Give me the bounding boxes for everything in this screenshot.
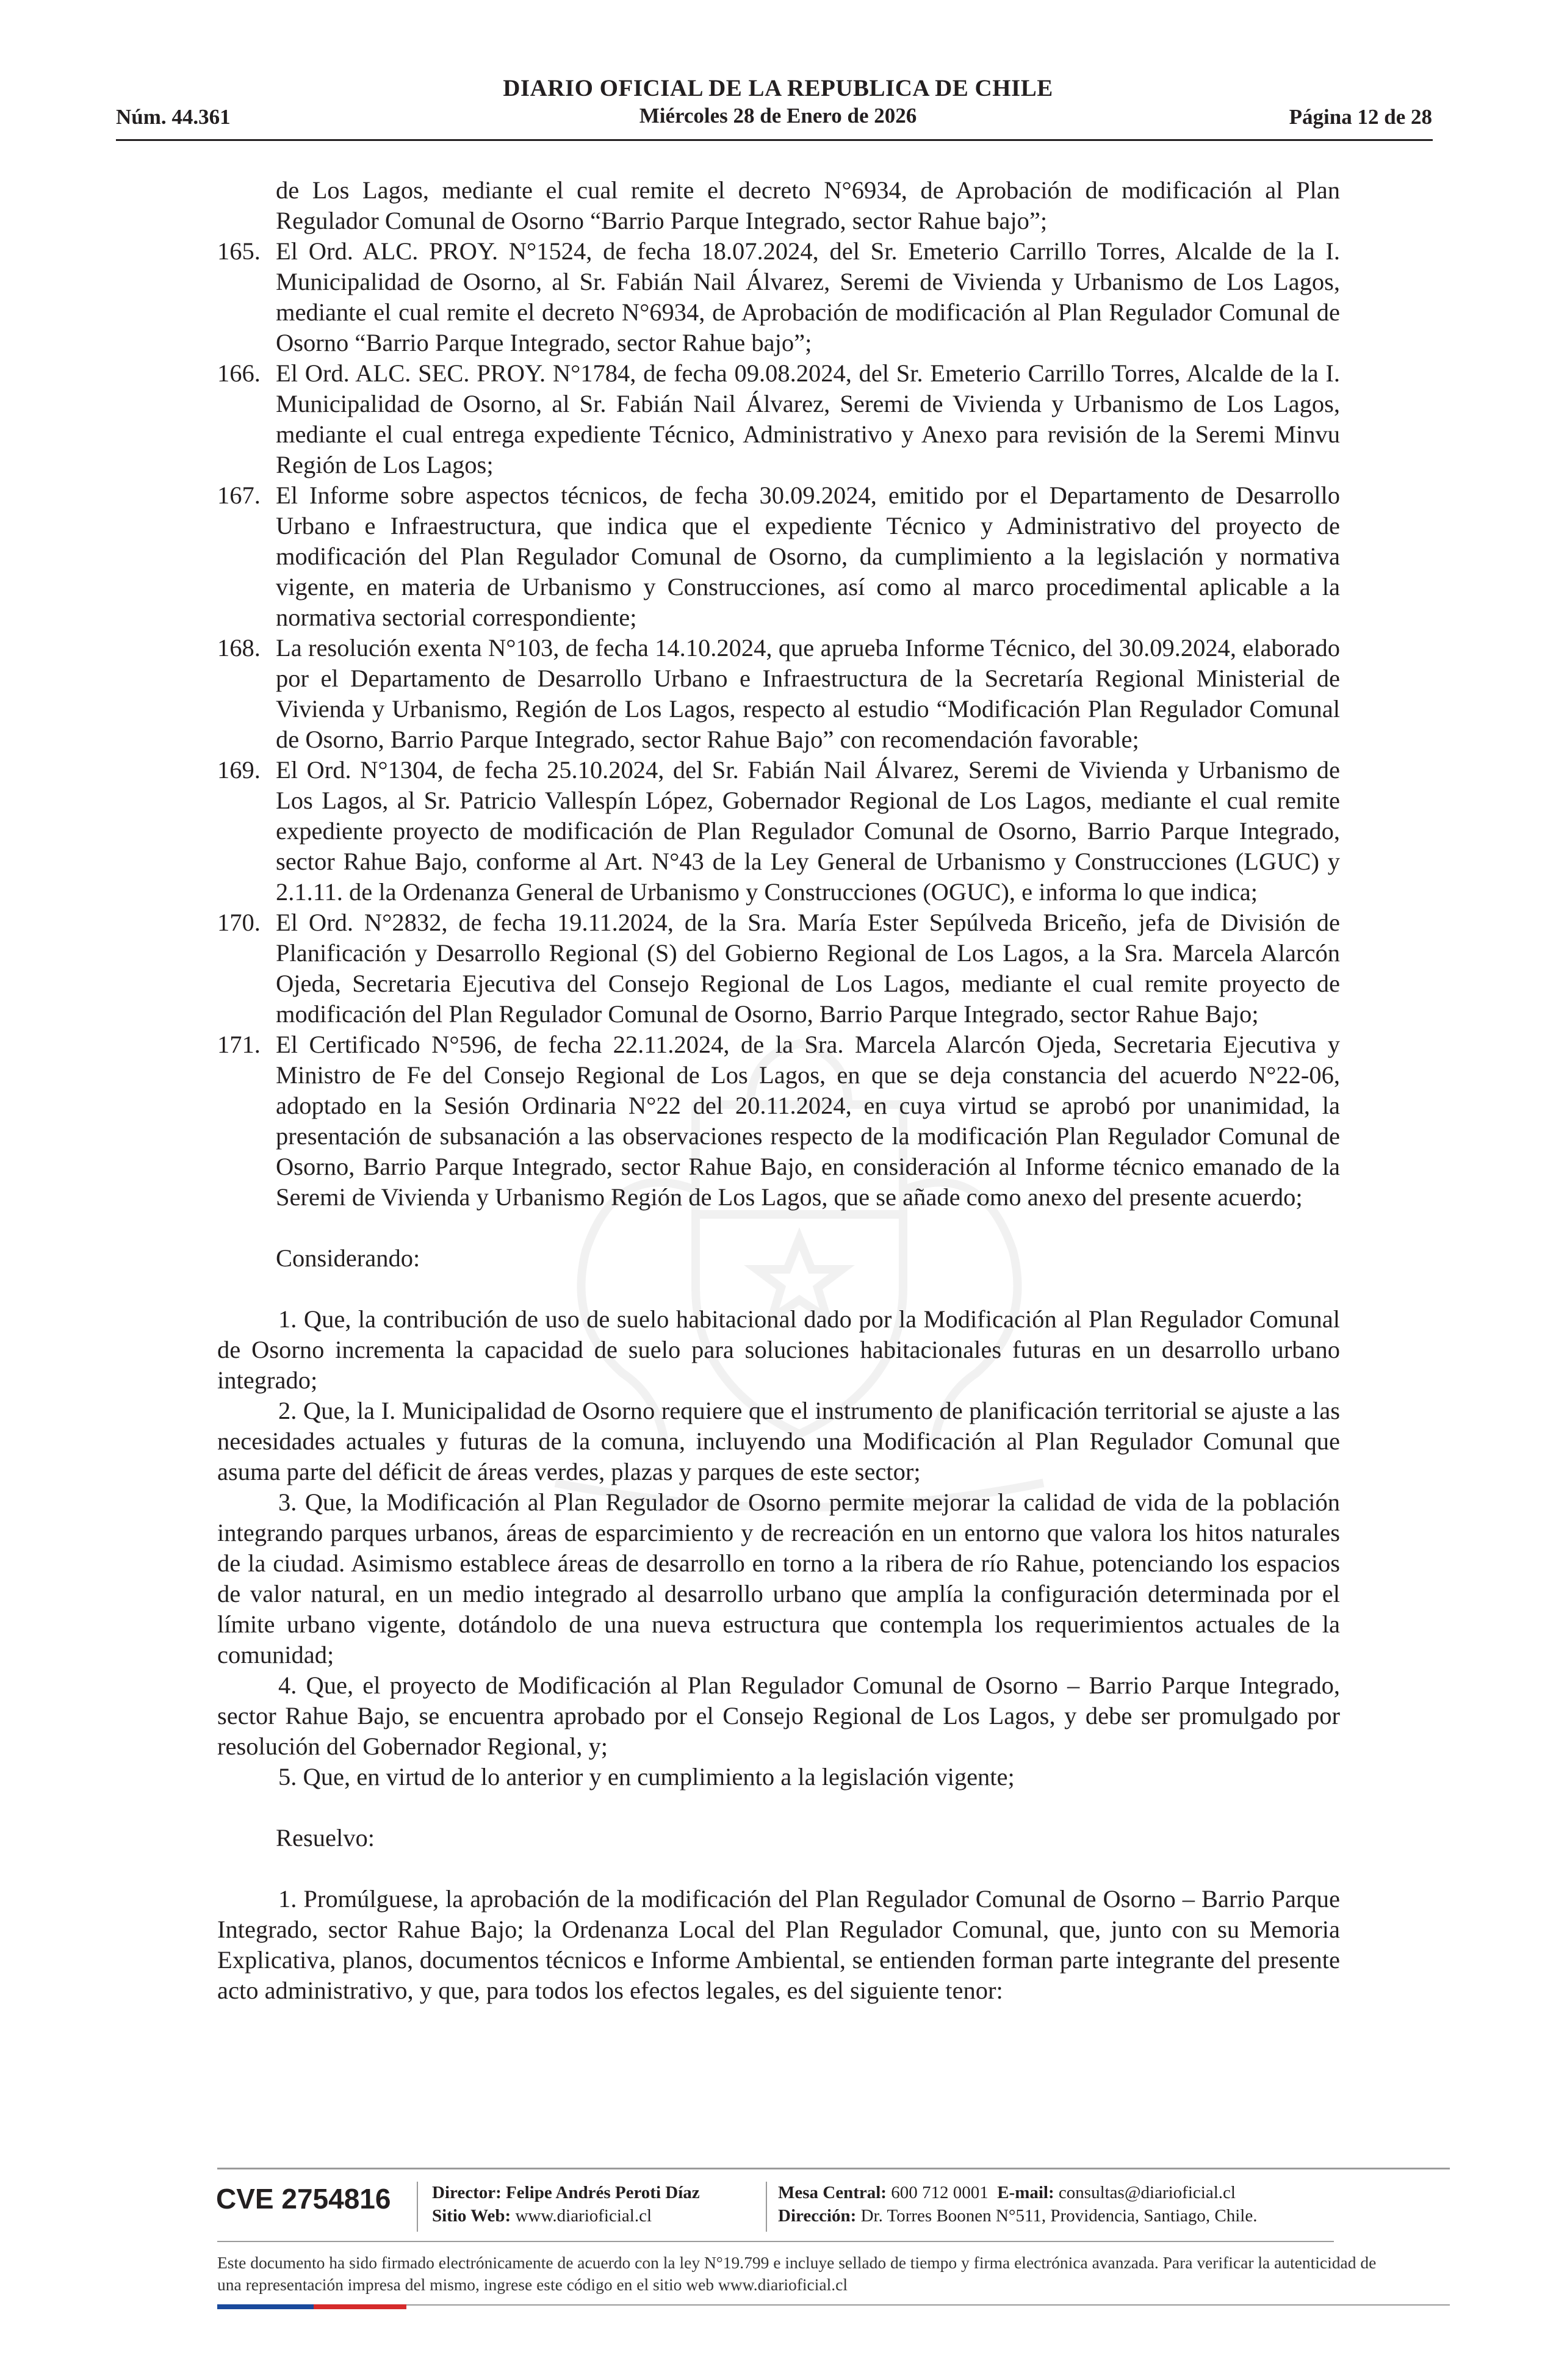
director-name: Felipe Andrés Peroti Díaz [506,2183,700,2202]
list-item [217,633,1340,755]
list-item [217,358,1340,480]
flag-stripe-red [314,2304,406,2309]
issue-date: Miércoles 28 de Enero de 2026 [639,104,917,128]
newspaper-title: DIARIO OFICIAL DE LA REPUBLICA DE CHILE [503,75,1053,101]
footer-director-block [432,2181,700,2227]
item-number: 165. [217,237,261,265]
item-text: El Ord. ALC. PROY. N°1524, de fecha 18.07.2024, del Sr. Emeterio Carrillo Torres, Alcalde de la I. Municipalidad de Osorno, al Sr. Fabián Nail Álvarez, Seremi de Vivienda y Urbanismo de Los Lagos, mediante el cual remite el decreto N°6934, de Aprobación de modificación al Plan Regulador Comunal de Osorno “Barrio Parque Integrado, sector Rahue bajo”; [276,237,1340,356]
flag-stripe-blue [217,2304,314,2309]
director-label: Director: [432,2183,502,2202]
considerando-paragraph: 4. Que, el proyecto de Modificación al Plan Regulador Comunal de Osorno – Barrio Parque Integrado, sector Rahue Bajo, se encuentra aprobado por el Consejo Regional de Los Lagos, y debe ser promulgado por resolución del Gobernador Regional, y; [217,1671,1340,1760]
website-label: Sitio Web: [432,2206,511,2226]
item-number: 171. [217,1031,261,1058]
considerando-paragraph: 5. Que, en virtud de lo anterior y en cumplimiento a la legislación vigente; [278,1763,1015,1790]
considerando-heading: Considerando: [276,1244,420,1272]
item-number: 168. [217,634,261,662]
footer-divider-top [217,2168,1450,2169]
resuelvo-paragraph: 1. Promúlguese, la aprobación de la modificación del Plan Regulador Comunal de Osorno – Barrio Parque Integrado, sector Rahue Bajo; la Ordenanza Local del Plan Regulador Comunal, que, junto con su Memoria Explicativa, planos, documentos técnicos e Informe Ambiental, se entienden forman parte integrante del presente acto administrativo, y que, para todos los efectos legales, es del siguiente tenor: [217,1885,1340,2004]
item-text: El Informe sobre aspectos técnicos, de fecha 30.09.2024, emitido por el Departamento de Desarrollo Urbano e Infraestructura, que indica que el expediente Técnico y Administrativo del proyecto de modificación del Plan Regulador Comunal de Osorno, da cumplimiento a la legislación y normativa vigente, en materia de Urbanismo y Construcciones, así como al marco procedimental aplicable a la normativa sectorial correspondiente; [276,481,1340,631]
footer-contact-block [778,2181,1257,2227]
list-item [217,907,1340,1030]
considerando-paragraph: 2. Que, la I. Municipalidad de Osorno requiere que el instrumento de planificación territorial se ajuste a las necesidades actuales y futuras de la comuna, incluyendo una Modificación al Plan Regulador Comunal que asuma parte del déficit de áreas verdes, plazas y parques de este sector; [217,1397,1340,1485]
item-number: 166. [217,359,261,387]
item-text: El Ord. N°2832, de fecha 19.11.2024, de la Sra. María Ester Sepúlveda Briceño, jefa de División de Planificación y Desarrollo Regional (S) del Gobierno Regional de Los Lagos, a la Sra. Marcela Alarcón Ojeda, Secretaria Ejecutiva del Consejo Regional de Los Lagos, mediante el cual remite proyecto de modificación del Plan Regulador Comunal de Osorno, Barrio Parque Integrado, sector Rahue Bajo; [276,909,1340,1028]
list-item [217,480,1340,633]
considerando-paragraph: 3. Que, la Modificación al Plan Regulador de Osorno permite mejorar la calidad de vida de la población integrando parques urbanos, áreas de esparcimiento y de recreación en un entorno que valora los hitos naturales de la ciudad. Asimismo establece áreas de desarrollo en torno a la ribera de río Rahue, potenciando los espacios de valor natural, en un medio integrado al desarrollo urbano que amplía la configuración determinada por el límite urbano vigente, dotándolo de una nueva estructura que contempla los requerimientos actuales de la comunidad; [217,1488,1340,1668]
item-text: El Ord. N°1304, de fecha 25.10.2024, del Sr. Fabián Nail Álvarez, Seremi de Vivienda y Urbanismo de Los Lagos, al Sr. Patricio Vallespín López, Gobernador Regional de Los Lagos, mediante el cual remite expediente proyecto de modificación de Plan Regulador Comunal de Osorno, Barrio Parque Integrado, sector Rahue Bajo, conforme al Art. N°43 de la Ley General de Urbanismo y Construcciones (LGUC) y 2.1.11. de la Ordenanza General de Urbanismo y Construcciones (OGUC), e informa lo que indica; [276,756,1340,906]
phone-label: Mesa Central: [778,2183,887,2202]
item-text: El Certificado N°596, de fecha 22.11.2024, de la Sra. Marcela Alarcón Ojeda, Secretaria Ejecutiva y Ministro de Fe del Consejo Regional de Los Lagos, en que se deja constancia del acuerdo N°22-06, adoptado en la Sesión Ordinaria N°22 del 20.11.2024, en cuya virtud se aprobó por unanimidad, la presentación de subsanación a las observaciones respecto de la modificación Plan Regulador Comunal de Osorno, Barrio Parque Integrado, sector Rahue Bajo, en consideración al Informe técnico emanado de la Seremi de Vivienda y Urbanismo Región de Los Lagos, que se añade como anexo del presente acuerdo; [276,1031,1340,1211]
item-text: La resolución exenta N°103, de fecha 14.10.2024, que aprueba Informe Técnico, del 30.09.2024, elaborado por el Departamento de Desarrollo Urbano e Infraestructura de la Secretaría Regional Ministerial de Vivienda y Urbanismo, Región de Los Lagos, respecto al estudio “Modificación Plan Regulador Comunal de Osorno, Barrio Parque Integrado, sector Rahue Bajo” con recomendación favorable; [276,634,1340,753]
address-label: Dirección: [778,2206,857,2226]
list-item [217,1030,1340,1213]
issue-number: Núm. 44.361 [116,105,231,129]
list-item [217,755,1340,907]
list-item [217,236,1340,358]
item-number: 167. [217,481,261,509]
page-indicator: Página 12 de 28 [1289,105,1432,129]
email-link[interactable]: consultas@diarioficial.cl [1058,2183,1236,2202]
continuation-text: de Los Lagos, mediante el cual remite el decreto N°6934, de Aprobación de modificación al Plan Regulador Comunal de Osorno “Barrio Parque Integrado, sector Rahue bajo”; [276,176,1340,234]
header-divider [116,139,1433,141]
document-body [217,175,1340,2006]
website-link[interactable]: www.diarioficial.cl [515,2206,652,2226]
email-label: E-mail: [997,2183,1054,2202]
footer-separator [766,2182,767,2232]
item-text: El Ord. ALC. SEC. PROY. N°1784, de fecha 09.08.2024, del Sr. Emeterio Carrillo Torres, Alcalde de la I. Municipalidad de Osorno, al Sr. Fabián Nail Álvarez, Seremi de Vivienda y Urbanismo de Los Lagos, mediante el cual entrega expediente Técnico, Administrativo y Anexo para revisión de la Seremi Minvu Región de Los Lagos; [276,359,1340,478]
item-number: 169. [217,756,261,784]
considerando-paragraph: 1. Que, la contribución de uso de suelo habitacional dado por la Modificación al Plan Regulador Comunal de Osorno incrementa la capacidad de suelo para soluciones habitacionales futuras en un desarrollo urbano integrado; [217,1305,1340,1394]
footer-separator [417,2182,418,2232]
item-number: 170. [217,909,261,936]
legal-notice: Este documento ha sido firmado electrónicamente de acuerdo con la ley N°19.799 e incluye sellado de tiempo y firma electrónica avanzada. Para verificar la autenticidad de una representación impresa del mismo, ingrese este código en el sitio web www.diarioficial.cl [217,2253,1377,2294]
resuelvo-heading: Resuelvo: [276,1824,375,1852]
address-value: Dr. Torres Boonen N°511, Providencia, Santiago, Chile. [860,2206,1258,2226]
footer-divider-mid [217,2241,1334,2242]
cve-code: CVE 2754816 [216,2183,391,2215]
phone-number: 600 712 0001 [891,2183,989,2202]
